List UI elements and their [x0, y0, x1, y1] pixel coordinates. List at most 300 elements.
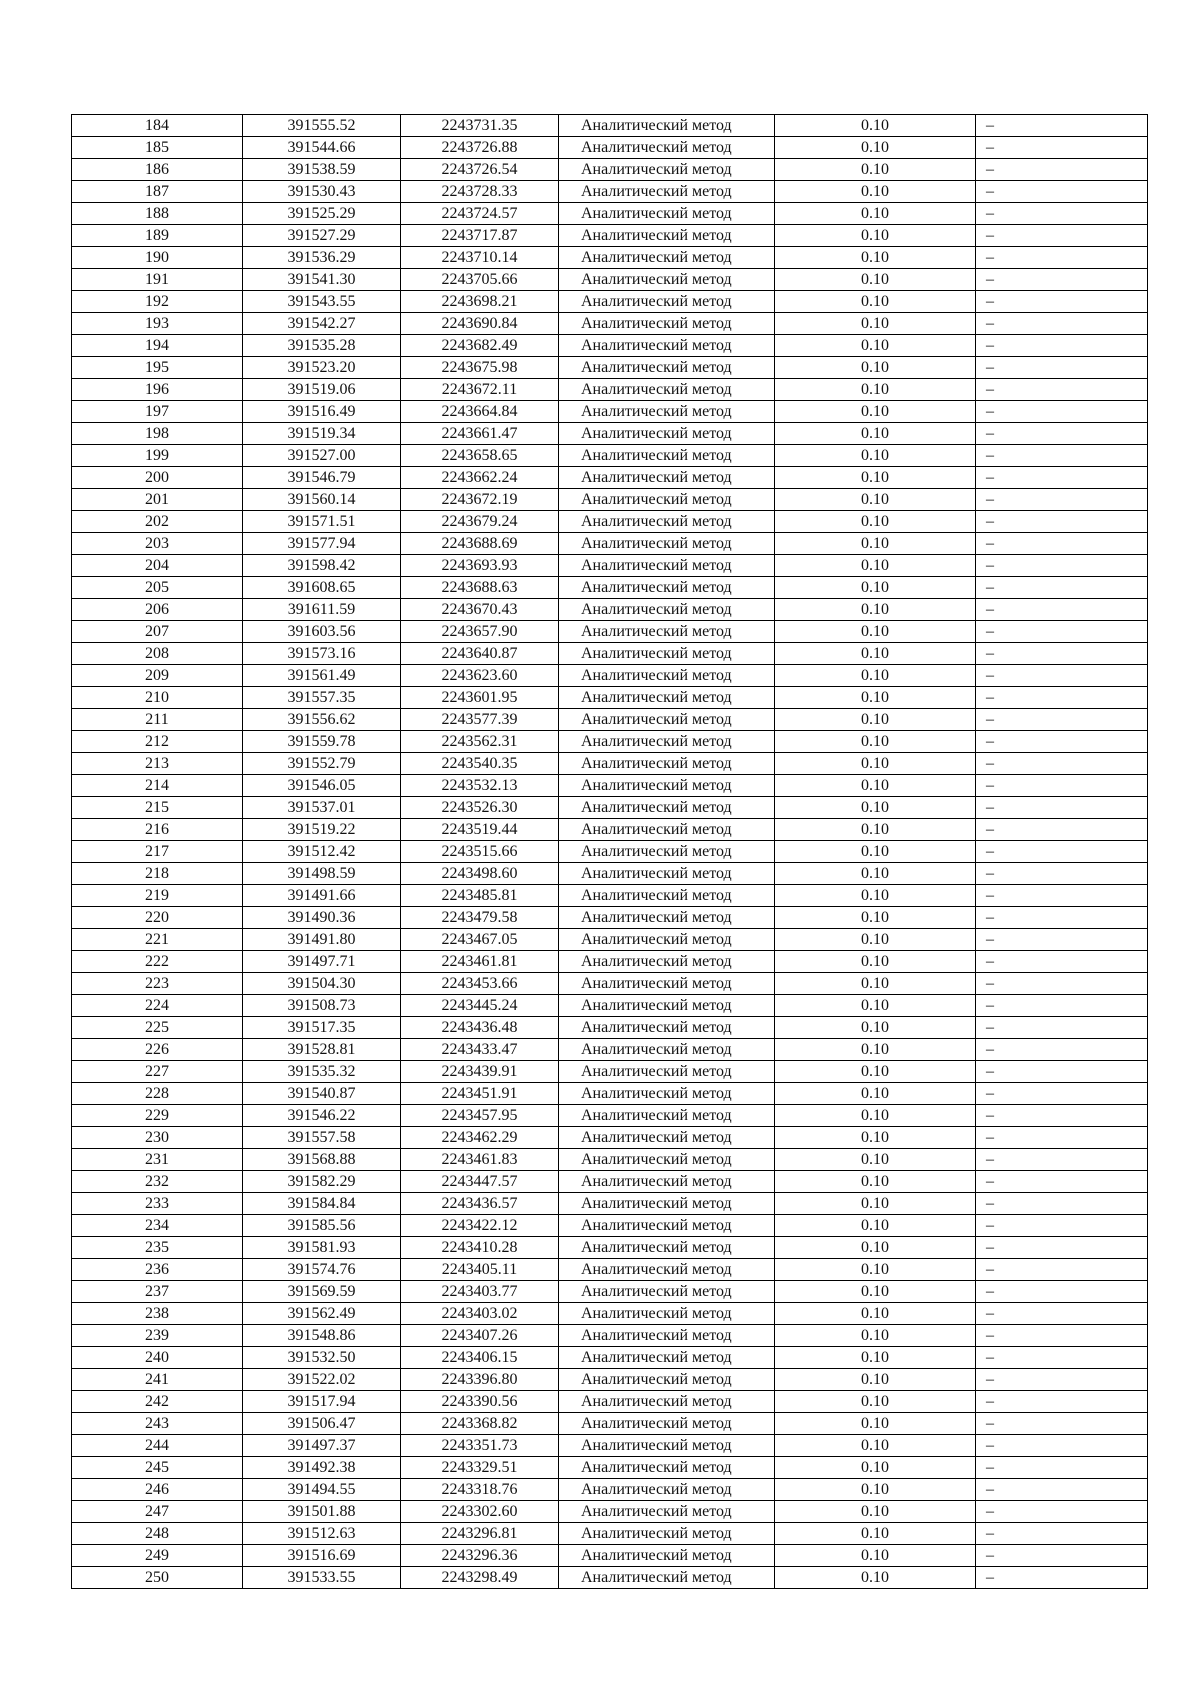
x-coordinate-cell: 391542.27 — [243, 313, 401, 335]
point-number-cell: 200 — [72, 467, 243, 489]
accuracy-cell: 0.10 — [775, 1457, 976, 1479]
accuracy-cell: 0.10 — [775, 1567, 976, 1589]
note-cell: – — [976, 159, 1148, 181]
y-coordinate-cell: 2243601.95 — [401, 687, 559, 709]
table-row — [72, 423, 1148, 445]
method-cell: Аналитический метод — [559, 863, 775, 885]
x-coordinate-cell: 391568.88 — [243, 1149, 401, 1171]
note-cell: – — [976, 1149, 1148, 1171]
accuracy-cell: 0.10 — [775, 357, 976, 379]
method-cell: Аналитический метод — [559, 1303, 775, 1325]
table-row — [72, 379, 1148, 401]
point-number-cell: 226 — [72, 1039, 243, 1061]
note-cell: – — [976, 269, 1148, 291]
x-coordinate-cell: 391573.16 — [243, 643, 401, 665]
x-coordinate-cell: 391598.42 — [243, 555, 401, 577]
y-coordinate-cell: 2243672.19 — [401, 489, 559, 511]
table-row — [72, 643, 1148, 665]
table-row — [72, 1391, 1148, 1413]
table-row — [72, 1369, 1148, 1391]
accuracy-cell: 0.10 — [775, 313, 976, 335]
point-number-cell: 211 — [72, 709, 243, 731]
method-cell: Аналитический метод — [559, 379, 775, 401]
y-coordinate-cell: 2243498.60 — [401, 863, 559, 885]
y-coordinate-cell: 2243731.35 — [401, 115, 559, 137]
point-number-cell: 242 — [72, 1391, 243, 1413]
method-cell: Аналитический метод — [559, 1105, 775, 1127]
accuracy-cell: 0.10 — [775, 863, 976, 885]
note-cell: – — [976, 1281, 1148, 1303]
x-coordinate-cell: 391527.00 — [243, 445, 401, 467]
method-cell: Аналитический метод — [559, 621, 775, 643]
y-coordinate-cell: 2243461.83 — [401, 1149, 559, 1171]
method-cell: Аналитический метод — [559, 291, 775, 313]
table-row — [72, 775, 1148, 797]
table-row — [72, 819, 1148, 841]
x-coordinate-cell: 391556.62 — [243, 709, 401, 731]
point-number-cell: 207 — [72, 621, 243, 643]
method-cell: Аналитический метод — [559, 445, 775, 467]
note-cell: – — [976, 907, 1148, 929]
y-coordinate-cell: 2243351.73 — [401, 1435, 559, 1457]
accuracy-cell: 0.10 — [775, 159, 976, 181]
table-row — [72, 885, 1148, 907]
note-cell: – — [976, 951, 1148, 973]
method-cell: Аналитический метод — [559, 731, 775, 753]
accuracy-cell: 0.10 — [775, 709, 976, 731]
accuracy-cell: 0.10 — [775, 599, 976, 621]
y-coordinate-cell: 2243479.58 — [401, 907, 559, 929]
method-cell: Аналитический метод — [559, 973, 775, 995]
accuracy-cell: 0.10 — [775, 445, 976, 467]
y-coordinate-cell: 2243368.82 — [401, 1413, 559, 1435]
method-cell: Аналитический метод — [559, 643, 775, 665]
table-row — [72, 313, 1148, 335]
method-cell: Аналитический метод — [559, 1369, 775, 1391]
note-cell: – — [976, 1171, 1148, 1193]
y-coordinate-cell: 2243688.69 — [401, 533, 559, 555]
coordinates-table-body — [72, 115, 1148, 1589]
method-cell: Аналитический метод — [559, 687, 775, 709]
x-coordinate-cell: 391492.38 — [243, 1457, 401, 1479]
y-coordinate-cell: 2243726.88 — [401, 137, 559, 159]
x-coordinate-cell: 391512.63 — [243, 1523, 401, 1545]
note-cell: – — [976, 247, 1148, 269]
y-coordinate-cell: 2243403.77 — [401, 1281, 559, 1303]
note-cell: – — [976, 1435, 1148, 1457]
table-row — [72, 533, 1148, 555]
point-number-cell: 228 — [72, 1083, 243, 1105]
accuracy-cell: 0.10 — [775, 797, 976, 819]
y-coordinate-cell: 2243318.76 — [401, 1479, 559, 1501]
note-cell: – — [976, 1193, 1148, 1215]
y-coordinate-cell: 2243664.84 — [401, 401, 559, 423]
note-cell: – — [976, 1501, 1148, 1523]
table-row — [72, 1083, 1148, 1105]
y-coordinate-cell: 2243690.84 — [401, 313, 559, 335]
note-cell: – — [976, 1391, 1148, 1413]
accuracy-cell: 0.10 — [775, 995, 976, 1017]
y-coordinate-cell: 2243485.81 — [401, 885, 559, 907]
table-row — [72, 1017, 1148, 1039]
coordinates-table-container — [71, 114, 1147, 1589]
accuracy-cell: 0.10 — [775, 1347, 976, 1369]
method-cell: Аналитический метод — [559, 599, 775, 621]
x-coordinate-cell: 391538.59 — [243, 159, 401, 181]
x-coordinate-cell: 391501.88 — [243, 1501, 401, 1523]
note-cell: – — [976, 335, 1148, 357]
x-coordinate-cell: 391544.66 — [243, 137, 401, 159]
accuracy-cell: 0.10 — [775, 687, 976, 709]
y-coordinate-cell: 2243682.49 — [401, 335, 559, 357]
point-number-cell: 210 — [72, 687, 243, 709]
accuracy-cell: 0.10 — [775, 973, 976, 995]
table-row — [72, 709, 1148, 731]
method-cell: Аналитический метод — [559, 797, 775, 819]
method-cell: Аналитический метод — [559, 1061, 775, 1083]
x-coordinate-cell: 391611.59 — [243, 599, 401, 621]
note-cell: – — [976, 225, 1148, 247]
table-row — [72, 1105, 1148, 1127]
table-row — [72, 863, 1148, 885]
method-cell: Аналитический метод — [559, 1281, 775, 1303]
point-number-cell: 203 — [72, 533, 243, 555]
method-cell: Аналитический метод — [559, 665, 775, 687]
point-number-cell: 241 — [72, 1369, 243, 1391]
point-number-cell: 222 — [72, 951, 243, 973]
note-cell: – — [976, 445, 1148, 467]
x-coordinate-cell: 391584.84 — [243, 1193, 401, 1215]
x-coordinate-cell: 391517.35 — [243, 1017, 401, 1039]
y-coordinate-cell: 2243462.29 — [401, 1127, 559, 1149]
y-coordinate-cell: 2243562.31 — [401, 731, 559, 753]
x-coordinate-cell: 391516.69 — [243, 1545, 401, 1567]
method-cell: Аналитический метод — [559, 423, 775, 445]
y-coordinate-cell: 2243457.95 — [401, 1105, 559, 1127]
accuracy-cell: 0.10 — [775, 1435, 976, 1457]
point-number-cell: 223 — [72, 973, 243, 995]
point-number-cell: 204 — [72, 555, 243, 577]
point-number-cell: 235 — [72, 1237, 243, 1259]
y-coordinate-cell: 2243623.60 — [401, 665, 559, 687]
point-number-cell: 202 — [72, 511, 243, 533]
note-cell: – — [976, 1259, 1148, 1281]
table-row — [72, 445, 1148, 467]
y-coordinate-cell: 2243526.30 — [401, 797, 559, 819]
note-cell: – — [976, 687, 1148, 709]
y-coordinate-cell: 2243710.14 — [401, 247, 559, 269]
x-coordinate-cell: 391533.55 — [243, 1567, 401, 1589]
method-cell: Аналитический метод — [559, 1083, 775, 1105]
y-coordinate-cell: 2243445.24 — [401, 995, 559, 1017]
table-row — [72, 159, 1148, 181]
table-row — [72, 511, 1148, 533]
note-cell: – — [976, 291, 1148, 313]
y-coordinate-cell: 2243679.24 — [401, 511, 559, 533]
note-cell: – — [976, 1545, 1148, 1567]
x-coordinate-cell: 391546.79 — [243, 467, 401, 489]
x-coordinate-cell: 391548.86 — [243, 1325, 401, 1347]
y-coordinate-cell: 2243433.47 — [401, 1039, 559, 1061]
point-number-cell: 238 — [72, 1303, 243, 1325]
point-number-cell: 217 — [72, 841, 243, 863]
x-coordinate-cell: 391543.55 — [243, 291, 401, 313]
accuracy-cell: 0.10 — [775, 907, 976, 929]
note-cell: – — [976, 379, 1148, 401]
x-coordinate-cell: 391517.94 — [243, 1391, 401, 1413]
table-row — [72, 1325, 1148, 1347]
x-coordinate-cell: 391516.49 — [243, 401, 401, 423]
point-number-cell: 215 — [72, 797, 243, 819]
point-number-cell: 208 — [72, 643, 243, 665]
point-number-cell: 216 — [72, 819, 243, 841]
point-number-cell: 192 — [72, 291, 243, 313]
table-row — [72, 489, 1148, 511]
x-coordinate-cell: 391577.94 — [243, 533, 401, 555]
point-number-cell: 189 — [72, 225, 243, 247]
note-cell: – — [976, 863, 1148, 885]
accuracy-cell: 0.10 — [775, 1501, 976, 1523]
point-number-cell: 231 — [72, 1149, 243, 1171]
point-number-cell: 250 — [72, 1567, 243, 1589]
method-cell: Аналитический метод — [559, 181, 775, 203]
note-cell: – — [976, 1325, 1148, 1347]
note-cell: – — [976, 1105, 1148, 1127]
accuracy-cell: 0.10 — [775, 929, 976, 951]
x-coordinate-cell: 391494.55 — [243, 1479, 401, 1501]
accuracy-cell: 0.10 — [775, 181, 976, 203]
method-cell: Аналитический метод — [559, 159, 775, 181]
note-cell: – — [976, 995, 1148, 1017]
table-row — [72, 181, 1148, 203]
x-coordinate-cell: 391608.65 — [243, 577, 401, 599]
accuracy-cell: 0.10 — [775, 1303, 976, 1325]
x-coordinate-cell: 391525.29 — [243, 203, 401, 225]
point-number-cell: 194 — [72, 335, 243, 357]
point-number-cell: 218 — [72, 863, 243, 885]
accuracy-cell: 0.10 — [775, 423, 976, 445]
point-number-cell: 230 — [72, 1127, 243, 1149]
x-coordinate-cell: 391552.79 — [243, 753, 401, 775]
table-row — [72, 907, 1148, 929]
table-row — [72, 665, 1148, 687]
table-row — [72, 555, 1148, 577]
y-coordinate-cell: 2243436.57 — [401, 1193, 559, 1215]
point-number-cell: 198 — [72, 423, 243, 445]
x-coordinate-cell: 391530.43 — [243, 181, 401, 203]
table-row — [72, 225, 1148, 247]
point-number-cell: 201 — [72, 489, 243, 511]
x-coordinate-cell: 391581.93 — [243, 1237, 401, 1259]
x-coordinate-cell: 391508.73 — [243, 995, 401, 1017]
y-coordinate-cell: 2243672.11 — [401, 379, 559, 401]
x-coordinate-cell: 391546.22 — [243, 1105, 401, 1127]
accuracy-cell: 0.10 — [775, 1105, 976, 1127]
point-number-cell: 186 — [72, 159, 243, 181]
point-number-cell: 225 — [72, 1017, 243, 1039]
x-coordinate-cell: 391504.30 — [243, 973, 401, 995]
accuracy-cell: 0.10 — [775, 1193, 976, 1215]
note-cell: – — [976, 1215, 1148, 1237]
point-number-cell: 224 — [72, 995, 243, 1017]
y-coordinate-cell: 2243515.66 — [401, 841, 559, 863]
point-number-cell: 190 — [72, 247, 243, 269]
table-row — [72, 995, 1148, 1017]
method-cell: Аналитический метод — [559, 225, 775, 247]
accuracy-cell: 0.10 — [775, 247, 976, 269]
table-row — [72, 1523, 1148, 1545]
point-number-cell: 188 — [72, 203, 243, 225]
note-cell: – — [976, 313, 1148, 335]
point-number-cell: 233 — [72, 1193, 243, 1215]
table-row — [72, 731, 1148, 753]
x-coordinate-cell: 391497.37 — [243, 1435, 401, 1457]
note-cell: – — [976, 885, 1148, 907]
accuracy-cell: 0.10 — [775, 951, 976, 973]
method-cell: Аналитический метод — [559, 1127, 775, 1149]
accuracy-cell: 0.10 — [775, 1083, 976, 1105]
x-coordinate-cell: 391519.22 — [243, 819, 401, 841]
note-cell: – — [976, 1127, 1148, 1149]
table-row — [72, 1171, 1148, 1193]
method-cell: Аналитический метод — [559, 1501, 775, 1523]
point-number-cell: 214 — [72, 775, 243, 797]
method-cell: Аналитический метод — [559, 1171, 775, 1193]
method-cell: Аналитический метод — [559, 907, 775, 929]
note-cell: – — [976, 621, 1148, 643]
table-row — [72, 291, 1148, 313]
table-row — [72, 1479, 1148, 1501]
accuracy-cell: 0.10 — [775, 1237, 976, 1259]
x-coordinate-cell: 391490.36 — [243, 907, 401, 929]
note-cell: – — [976, 401, 1148, 423]
note-cell: – — [976, 423, 1148, 445]
accuracy-cell: 0.10 — [775, 1545, 976, 1567]
point-number-cell: 232 — [72, 1171, 243, 1193]
table-row — [72, 1457, 1148, 1479]
table-row — [72, 621, 1148, 643]
method-cell: Аналитический метод — [559, 511, 775, 533]
x-coordinate-cell: 391582.29 — [243, 1171, 401, 1193]
y-coordinate-cell: 2243390.56 — [401, 1391, 559, 1413]
table-row — [72, 115, 1148, 137]
table-row — [72, 357, 1148, 379]
table-row — [72, 753, 1148, 775]
note-cell: – — [976, 577, 1148, 599]
point-number-cell: 197 — [72, 401, 243, 423]
point-number-cell: 240 — [72, 1347, 243, 1369]
method-cell: Аналитический метод — [559, 335, 775, 357]
accuracy-cell: 0.10 — [775, 335, 976, 357]
x-coordinate-cell: 391561.49 — [243, 665, 401, 687]
point-number-cell: 196 — [72, 379, 243, 401]
accuracy-cell: 0.10 — [775, 1479, 976, 1501]
y-coordinate-cell: 2243396.80 — [401, 1369, 559, 1391]
note-cell: – — [976, 1369, 1148, 1391]
x-coordinate-cell: 391519.34 — [243, 423, 401, 445]
table-row — [72, 137, 1148, 159]
method-cell: Аналитический метод — [559, 841, 775, 863]
method-cell: Аналитический метод — [559, 995, 775, 1017]
point-number-cell: 234 — [72, 1215, 243, 1237]
method-cell: Аналитический метод — [559, 1325, 775, 1347]
method-cell: Аналитический метод — [559, 247, 775, 269]
point-number-cell: 220 — [72, 907, 243, 929]
x-coordinate-cell: 391528.81 — [243, 1039, 401, 1061]
note-cell: – — [976, 1479, 1148, 1501]
y-coordinate-cell: 2243670.43 — [401, 599, 559, 621]
accuracy-cell: 0.10 — [775, 1215, 976, 1237]
note-cell: – — [976, 1303, 1148, 1325]
point-number-cell: 244 — [72, 1435, 243, 1457]
x-coordinate-cell: 391491.66 — [243, 885, 401, 907]
y-coordinate-cell: 2243728.33 — [401, 181, 559, 203]
point-number-cell: 236 — [72, 1259, 243, 1281]
x-coordinate-cell: 391506.47 — [243, 1413, 401, 1435]
y-coordinate-cell: 2243675.98 — [401, 357, 559, 379]
y-coordinate-cell: 2243451.91 — [401, 1083, 559, 1105]
method-cell: Аналитический метод — [559, 1391, 775, 1413]
y-coordinate-cell: 2243298.49 — [401, 1567, 559, 1589]
y-coordinate-cell: 2243658.65 — [401, 445, 559, 467]
method-cell: Аналитический метод — [559, 467, 775, 489]
table-row — [72, 929, 1148, 951]
y-coordinate-cell: 2243532.13 — [401, 775, 559, 797]
y-coordinate-cell: 2243329.51 — [401, 1457, 559, 1479]
x-coordinate-cell: 391557.35 — [243, 687, 401, 709]
note-cell: – — [976, 1061, 1148, 1083]
point-number-cell: 193 — [72, 313, 243, 335]
method-cell: Аналитический метод — [559, 1347, 775, 1369]
note-cell: – — [976, 753, 1148, 775]
table-row — [72, 1567, 1148, 1589]
note-cell: – — [976, 599, 1148, 621]
table-row — [72, 401, 1148, 423]
x-coordinate-cell: 391537.01 — [243, 797, 401, 819]
note-cell: – — [976, 797, 1148, 819]
note-cell: – — [976, 709, 1148, 731]
note-cell: – — [976, 1347, 1148, 1369]
table-row — [72, 269, 1148, 291]
x-coordinate-cell: 391535.32 — [243, 1061, 401, 1083]
x-coordinate-cell: 391562.49 — [243, 1303, 401, 1325]
y-coordinate-cell: 2243467.05 — [401, 929, 559, 951]
note-cell: – — [976, 533, 1148, 555]
x-coordinate-cell: 391536.29 — [243, 247, 401, 269]
accuracy-cell: 0.10 — [775, 1171, 976, 1193]
y-coordinate-cell: 2243407.26 — [401, 1325, 559, 1347]
y-coordinate-cell: 2243717.87 — [401, 225, 559, 247]
table-row — [72, 335, 1148, 357]
table-row — [72, 599, 1148, 621]
accuracy-cell: 0.10 — [775, 577, 976, 599]
x-coordinate-cell: 391523.20 — [243, 357, 401, 379]
x-coordinate-cell: 391571.51 — [243, 511, 401, 533]
accuracy-cell: 0.10 — [775, 753, 976, 775]
y-coordinate-cell: 2243403.02 — [401, 1303, 559, 1325]
table-row — [72, 467, 1148, 489]
point-number-cell: 221 — [72, 929, 243, 951]
point-number-cell: 219 — [72, 885, 243, 907]
point-number-cell: 227 — [72, 1061, 243, 1083]
accuracy-cell: 0.10 — [775, 1061, 976, 1083]
table-row — [72, 203, 1148, 225]
method-cell: Аналитический метод — [559, 1413, 775, 1435]
accuracy-cell: 0.10 — [775, 291, 976, 313]
point-number-cell: 213 — [72, 753, 243, 775]
x-coordinate-cell: 391555.52 — [243, 115, 401, 137]
y-coordinate-cell: 2243698.21 — [401, 291, 559, 313]
